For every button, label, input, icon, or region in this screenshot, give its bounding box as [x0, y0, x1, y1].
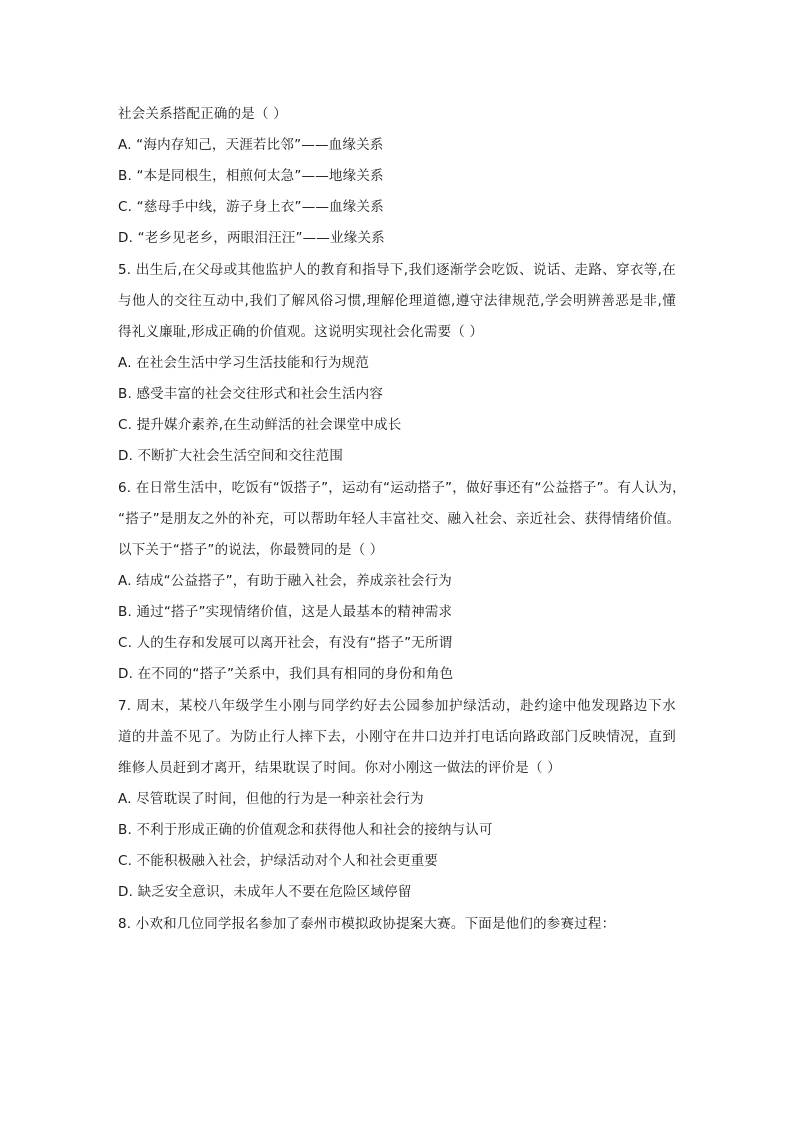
- q6-option-d: D. 在不同的“搭子”关系中，我们具有相同的身份和角色: [118, 666, 454, 682]
- q7-stem-line-3: 维修人员赶到才离开，结果耽误了时间。你对小刚这一做法的评价是（ ）: [118, 760, 561, 776]
- q4-option-b: B. “本是同根生，相煎何太急”——地缘关系: [118, 168, 384, 184]
- q5-stem-line-2: 与他人的交往互动中,我们了解风俗习惯,理解伦理道德,遵守法律规范,学会明辨善恶是非,懂: [118, 293, 676, 309]
- q7-option-c: C. 不能积极融入社会，护绿活动对个人和社会更重要: [118, 853, 439, 869]
- q6-option-a: A. 结成“公益搭子”，有助于融入社会，养成亲社会行为: [118, 573, 452, 589]
- q5-stem-line-3: 得礼义廉耻,形成正确的价值观。这说明实现社会化需要（ ）: [118, 324, 484, 340]
- q4-option-a: A. “海内存知己，天涯若比邻”——血缘关系: [118, 137, 384, 153]
- q6-stem-line-1: 6. 在日常生活中，吃饭有“饭搭子”，运动有“运动搭子”，做好事还有“公益搭子”。有人认为，: [118, 480, 686, 496]
- q7-option-b: B. 不利于形成正确的价值观念和获得他人和社会的接纳与认可: [118, 822, 493, 838]
- q5-option-d: D. 不断扩大社会生活空间和交往范围: [118, 448, 344, 464]
- q7-stem-line-1: 7. 周末，某校八年级学生小刚与同学约好去公园参加护绿活动，赴约途中他发现路边下水: [118, 698, 676, 714]
- q5-stem-line-1: 5. 出生后,在父母或其他监护人的教育和指导下,我们逐渐学会吃饭、说话、走路、穿衣等,在: [118, 262, 676, 278]
- q4-option-d: D. “老乡见老乡，两眼泪汪汪”——业缘关系: [118, 230, 385, 246]
- q4-option-c: C. “慈母手中线，游子身上衣”——血缘关系: [118, 199, 384, 215]
- q5-option-a: A. 在社会生活中学习生活技能和行为规范: [118, 355, 370, 371]
- q6-option-b: B. 通过“搭子”实现情绪价值，这是人最基本的精神需求: [118, 604, 453, 620]
- q6-stem-line-3: 以下关于“搭子”的说法，你最赞同的是（ ）: [118, 542, 384, 558]
- q5-option-c: C. 提升媒介素养,在生动鲜活的社会课堂中成长: [118, 417, 402, 433]
- q6-option-c: C. 人的生存和发展可以离开社会，有没有“搭子”无所谓: [118, 635, 453, 651]
- q4-stem-tail: 社会关系搭配正确的是（ ）: [118, 106, 287, 122]
- q8-stem: 8. 小欢和几位同学报名参加了泰州市模拟政协提案大赛。下面是他们的参赛过程：: [118, 916, 616, 932]
- q7-stem-line-2: 道的井盖不见了。为防止行人摔下去，小刚守在井口边并打电话向路政部门反映情况，直到: [118, 729, 676, 745]
- q6-stem-line-2: “搭子”是朋友之外的补充，可以帮助年轻人丰富社交、融入社会、亲近社会、获得情绪价值。: [118, 511, 681, 527]
- q7-option-a: A. 尽管耽误了时间，但他的行为是一种亲社会行为: [118, 791, 424, 807]
- q7-option-d: D. 缺乏安全意识，未成年人不要在危险区域停留: [118, 884, 412, 900]
- q5-option-b: B. 感受丰富的社会交往形式和社会生活内容: [118, 386, 384, 402]
